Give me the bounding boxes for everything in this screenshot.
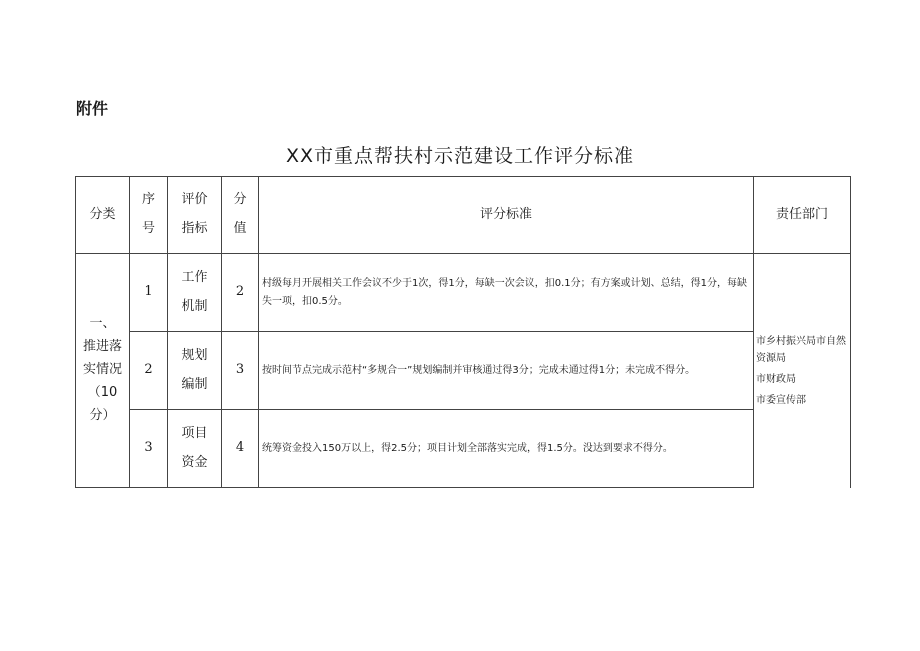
scoring-table (75, 176, 851, 488)
score-cell: 4 (222, 410, 259, 488)
criteria-cell: 村级每月开展相关工作会议不少于1次，得1分，每缺一次会议，扣0.1分；有方案或计划、总结，得1分，每缺失一项，扣0.5分。 (259, 254, 754, 332)
seq-cell: 2 (130, 332, 168, 410)
header-score: 分 值 (222, 177, 259, 254)
seq-cell: 3 (130, 410, 168, 488)
category-cell: 一、 推进落 实情况 （10 分） (76, 254, 130, 488)
table-header-row (76, 177, 851, 254)
header-seq: 序 号 (130, 177, 168, 254)
criteria-cell: 按时间节点完成示范村“多规合一”规划编制并审核通过得3分；完成未通过得1分；未完成不得分。 (259, 332, 754, 410)
header-indicator: 评价 指标 (168, 177, 222, 254)
indicator-cell: 规划 编制 (168, 332, 222, 410)
document-title: XX市重点帮扶村示范建设工作评分标准 (285, 145, 635, 167)
score-cell: 2 (222, 254, 259, 332)
seq-cell: 1 (130, 254, 168, 332)
indicator-cell: 工作 机制 (168, 254, 222, 332)
header-criteria: 评分标准 (259, 177, 754, 254)
header-category: 分类 (76, 177, 130, 254)
department-cell: 市乡村振兴局市自然资源局 市财政局 市委宣传部 (754, 254, 851, 488)
criteria-cell: 统筹资金投入150万以上，得2.5分；项目计划全部落实完成，得1.5分。没达到要求不得分。 (259, 410, 754, 488)
indicator-cell: 项目 资金 (168, 410, 222, 488)
table-row (76, 410, 851, 488)
attachment-label: 附件 (76, 99, 109, 118)
table-row (76, 332, 851, 410)
table-row (76, 254, 851, 332)
header-department: 责任部门 (754, 177, 851, 254)
score-cell: 3 (222, 332, 259, 410)
